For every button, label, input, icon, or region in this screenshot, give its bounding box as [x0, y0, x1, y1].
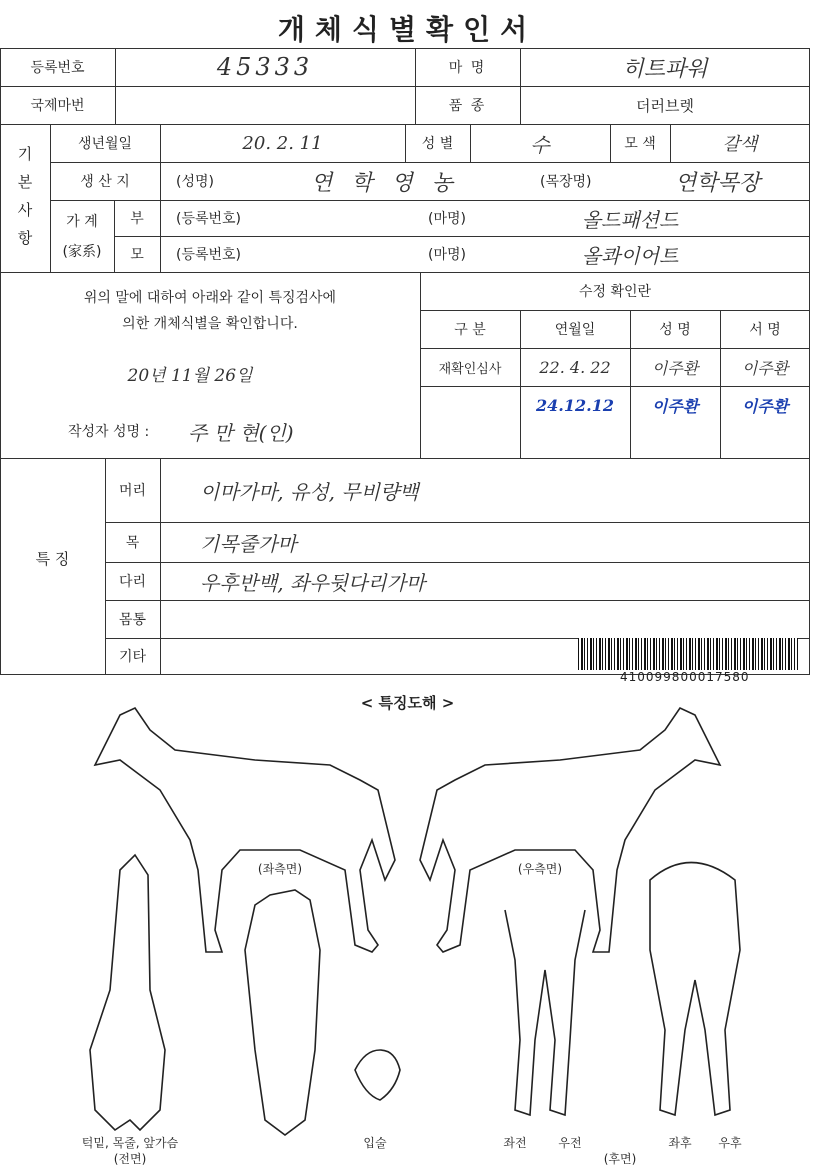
head-label: 머리: [118, 483, 147, 499]
legs-value: 우후반백, 좌우뒷다리가마: [200, 570, 426, 595]
barcode-graphic: [578, 638, 798, 670]
dam-reg-label: (등록번호): [176, 247, 242, 263]
left-side-horse-icon: [95, 708, 395, 952]
etc-label: 기타: [118, 649, 147, 665]
right-side-caption: (우측면): [517, 862, 563, 876]
head-front-icon: [245, 890, 320, 1135]
barcode-number: 410099800017580: [620, 670, 750, 684]
neck-label: 목: [125, 535, 140, 551]
coat-label: 모 색: [624, 136, 656, 152]
front-sub-caption: (전면): [113, 1152, 147, 1166]
dam-name-label: (마명): [428, 247, 466, 263]
body-label: 몸통: [118, 612, 147, 628]
intl-no-label: 국제마번: [30, 98, 85, 114]
dam-name-value: 올콰이어트: [581, 243, 679, 268]
origin-label: 생 산 지: [80, 174, 130, 190]
sire-name-label: (마명): [428, 211, 466, 227]
sire-name-value: 올드패션드: [581, 207, 679, 232]
form-table: [0, 48, 810, 674]
rear-view-icon: [650, 863, 740, 1116]
head-value: 이마가마, 유성, 무비량백: [200, 479, 419, 504]
reg-no-value: 45333: [216, 53, 314, 81]
confirm-text-2: 의한 개체식별을 확인합니다.: [122, 316, 298, 332]
owner-name-value: 연 학 영 농: [311, 170, 459, 196]
revision-header-type: 구 분: [454, 322, 486, 338]
revision-row-2-type: [420, 386, 520, 424]
dam-label: 모: [130, 247, 144, 263]
birth-label: 생년월일: [77, 136, 133, 152]
confirm-text-1: 위의 말에 대하여 아래와 같이 특징검사에: [83, 290, 337, 306]
revision-row-1-type: 재확인심사: [438, 361, 502, 377]
intl-no-value: [115, 86, 415, 124]
farm-value: 연학목장: [674, 170, 760, 196]
front-view-neck-icon: [90, 855, 165, 1130]
legs-label: 다리: [118, 574, 147, 590]
basic-section-label: 기 본 사 항: [17, 145, 33, 247]
sex-value: 수: [530, 132, 550, 157]
horse-outlines: [0, 690, 815, 1173]
writer-label: 작성자 성명 :: [68, 424, 150, 440]
birth-value: 20. 2. 11: [242, 132, 323, 154]
sire-reg-label: (등록번호): [176, 211, 242, 227]
sex-label: 성 별: [421, 136, 454, 152]
revision-row-1-sign: 이주환: [741, 358, 789, 378]
reg-no-label: 등록번호: [30, 60, 85, 76]
left-hind-caption: 좌후: [668, 1136, 692, 1150]
farm-label: (목장명): [540, 174, 592, 190]
lineage-sub-label: (家系): [62, 244, 102, 260]
sire-label: 부: [130, 211, 144, 227]
rear-sub-caption: (후면): [603, 1152, 637, 1166]
muzzle-icon: [355, 1050, 400, 1100]
left-front-caption: 좌전: [503, 1136, 527, 1150]
left-side-caption: (좌측면): [257, 862, 303, 876]
revision-row-1-date: 22. 4. 22: [539, 357, 611, 377]
features-section-label: 특 징: [35, 549, 70, 568]
revision-title: 수정 확인란: [578, 284, 652, 300]
right-front-caption: 우전: [558, 1136, 582, 1150]
breed-value: 더러브렛: [636, 96, 694, 115]
horse-name-label: 마 명: [448, 60, 487, 76]
revision-row-1-name: 이주환: [651, 358, 699, 378]
revision-row-2-date: 24.12.12: [536, 395, 614, 415]
revision-header-name: 성 명: [659, 322, 691, 338]
diagram-title: < 특징도해 >: [360, 693, 455, 712]
muzzle-caption: 입술: [363, 1136, 387, 1150]
coat-value: 갈색: [722, 134, 758, 155]
front-caption: 턱밑, 목줄, 앞가슴: [81, 1136, 179, 1150]
breed-label: 품 종: [448, 98, 487, 114]
confirm-date: 20년 11월 26일: [127, 365, 253, 386]
revision-row-2-sign: 이주환: [741, 396, 789, 416]
owner-name-label: (성명): [176, 174, 214, 190]
feature-diagram: [0, 690, 815, 1173]
front-legs-icon: [505, 910, 585, 1115]
lineage-label: 가 계: [66, 214, 98, 230]
right-hind-caption: 우후: [718, 1136, 742, 1150]
revision-row-2-name: 이주환: [651, 396, 699, 416]
neck-value: 기목줄가마: [200, 531, 297, 556]
body-value: [200, 600, 550, 638]
revision-header-date: 연월일: [554, 322, 596, 338]
etc-value: [200, 638, 550, 674]
writer-name: 주 만 현(인): [188, 420, 294, 445]
horse-name-value: 히트파워: [622, 56, 708, 82]
document-title: 개체식별확인서: [277, 13, 538, 46]
revision-header-sign: 서 명: [749, 322, 781, 338]
right-side-horse-icon: [420, 708, 720, 952]
